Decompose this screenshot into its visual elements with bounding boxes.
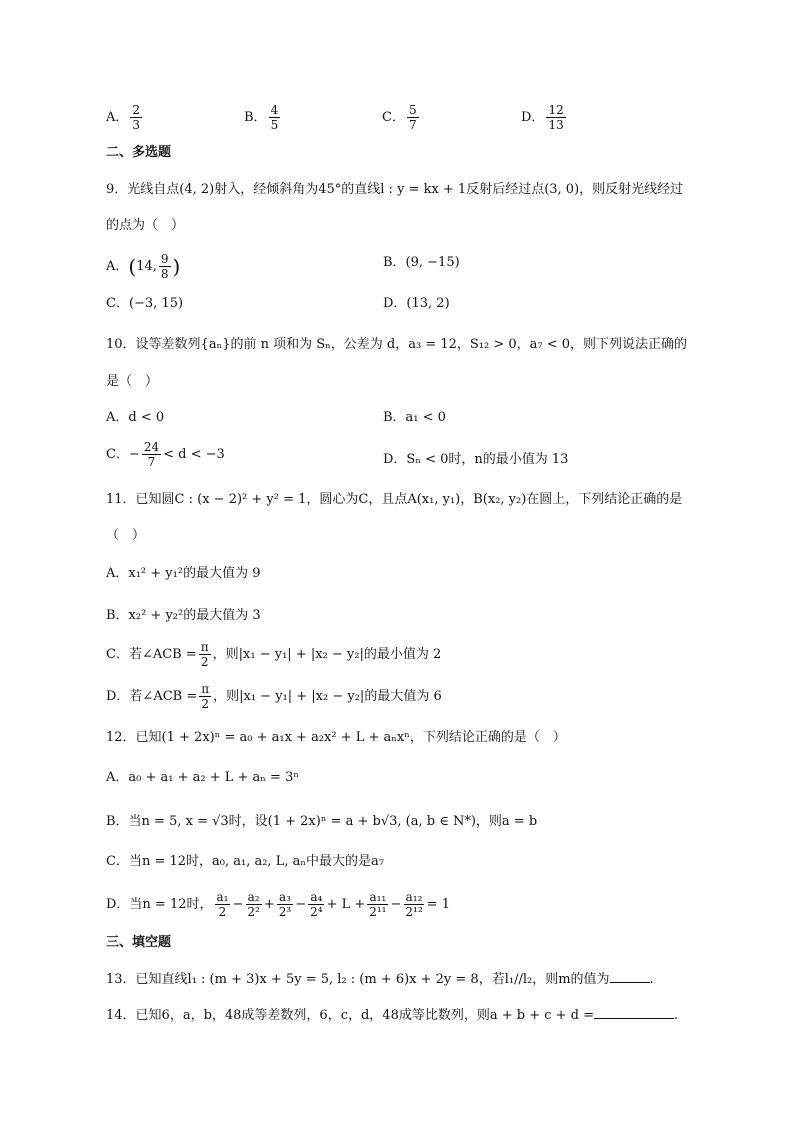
fraction — [407, 103, 419, 132]
numerator: 24 — [143, 440, 160, 454]
minus-sign: − — [128, 447, 140, 462]
denominator: 2 — [218, 905, 227, 919]
fraction — [142, 440, 161, 469]
fraction — [269, 103, 281, 132]
fraction — [199, 640, 211, 669]
q11-stem-line2: （ ） — [106, 528, 146, 543]
fraction — [403, 890, 424, 919]
numerator: a₃ — [278, 890, 291, 904]
denominator: 7 — [147, 455, 156, 469]
denominator: 2 — [200, 655, 209, 669]
numerator: 9 — [160, 252, 169, 266]
numerator: 12 — [548, 103, 564, 117]
option-letter: D． — [521, 110, 545, 125]
fraction — [130, 103, 142, 132]
option-lead: D．当n = 12时， — [106, 897, 213, 912]
denominator: 2² — [247, 905, 260, 919]
q12-option-d — [106, 890, 450, 919]
fraction — [367, 890, 388, 919]
q8-option-c — [382, 103, 421, 132]
close-paren: ) — [172, 254, 181, 279]
fraction — [308, 890, 324, 919]
numerator: 5 — [408, 103, 417, 117]
numerator: π — [201, 682, 210, 696]
option-lead: D．若∠ACB = — [106, 689, 198, 704]
numerator: a₁₂ — [405, 890, 423, 904]
q8-option-a — [106, 103, 144, 132]
section-heading-multiple-choice: 二、多选题 — [106, 145, 172, 160]
ellipsis-operator: + L + — [326, 897, 366, 912]
coordinate-x: 14, — [136, 259, 157, 274]
option-letter: C． — [382, 110, 405, 125]
fraction — [277, 890, 293, 919]
equals-one: = 1 — [426, 897, 450, 912]
numerator: 2 — [132, 103, 141, 117]
fraction — [159, 252, 171, 281]
q13-stem — [106, 970, 654, 990]
q9-option-c: C．(−3, 15) — [106, 296, 184, 311]
numerator: a₂ — [247, 890, 260, 904]
operator: + — [263, 897, 275, 912]
operator: − — [295, 897, 307, 912]
q14-stem — [106, 1006, 678, 1026]
numerator: 4 — [270, 103, 279, 117]
inequality-tail: < d < −3 — [163, 447, 225, 462]
q11-option-d — [106, 682, 442, 711]
q10-option-d: D．Sₙ < 0时，n的最小值为 13 — [383, 452, 569, 467]
answer-blank[interactable] — [610, 970, 650, 983]
operator: − — [232, 897, 244, 912]
q9-stem-line2: 的点为（ ） — [106, 218, 185, 233]
denominator: 2⁴ — [310, 905, 323, 919]
numerator: a₁ — [216, 890, 229, 904]
denominator: 2 — [201, 697, 209, 711]
q12-option-b: B．当n = 5, x = √3时，设(1 + 2x)ⁿ = a + b√3, (a, b ∈ N*)，则a = b — [106, 814, 538, 829]
option-letter: C． — [106, 447, 129, 462]
denominator: 3 — [132, 118, 141, 132]
option-lead: C．若∠ACB = — [106, 647, 197, 662]
denominator: 5 — [270, 118, 279, 132]
fraction — [546, 103, 565, 132]
q13-text: 13．已知直线l₁ : (m + 3)x + 5y = 5, l₂ : (m + 6)x + 2y = 8，若l₁//l₂，则m的值为 — [106, 972, 610, 987]
q12-option-a: A．a₀ + a₁ + a₂ + L + aₙ = 3ⁿ — [106, 770, 299, 785]
q9-option-a — [106, 252, 180, 281]
q8-option-b — [244, 103, 282, 132]
q8-option-d — [521, 103, 568, 132]
denominator: 2³ — [278, 905, 292, 919]
q11-option-a: A．x₁² + y₁²的最大值为 9 — [106, 566, 261, 581]
q10-option-c — [106, 440, 225, 469]
fraction — [199, 682, 211, 711]
q14-text: 14．已知6，a，b，48成等差数列，6，c，d，48成等比数列，则a + b + c + d = — [106, 1008, 595, 1023]
q11-option-b: B．x₂² + y₂²的最大值为 3 — [106, 608, 261, 623]
q12-option-c: C．当n = 12时，a₀, a₁, a₂, L, aₙ中最大的是a₇ — [106, 854, 384, 869]
option-tail: ，则|x₁ − y₁| + |x₂ − y₂|的最小值为 2 — [212, 647, 442, 662]
option-letter: A． — [106, 259, 129, 274]
q9-option-b: B．(9, −15) — [383, 255, 460, 270]
denominator: 2¹¹ — [369, 905, 387, 919]
q10-option-b: B．a₁ < 0 — [383, 410, 446, 425]
operator: − — [390, 897, 402, 912]
answer-blank[interactable] — [594, 1006, 674, 1019]
q9-option-d: D．(13, 2) — [383, 296, 450, 311]
q10-stem-line1: 10．设等差数列{aₙ}的前 n 项和为 Sₙ，公差为 d，a₃ = 12，S₁₂ > 0，a₇ < 0，则下列说法正确的 — [106, 337, 688, 352]
denominator: 13 — [548, 118, 564, 132]
option-letter: A． — [106, 110, 129, 125]
fraction — [245, 890, 261, 919]
option-letter: B． — [244, 110, 267, 125]
q12-stem: 12．已知(1 + 2x)ⁿ = a₀ + a₁x + a₂x² + L + aₙxⁿ，下列结论正确的是（ ） — [106, 730, 566, 745]
numerator: π — [200, 640, 209, 654]
q10-option-a: A．d < 0 — [106, 410, 165, 425]
denominator: 7 — [408, 118, 417, 132]
section-heading-fill-in: 三、填空题 — [106, 935, 172, 950]
fraction — [215, 890, 231, 919]
numerator: a₄ — [310, 890, 323, 904]
q9-stem-line1: 9．光线自点(4, 2)射入，经倾斜角为45°的直线l : y = kx + 1反射后经过点(3, 0)，则反射光线经过 — [106, 182, 684, 197]
q11-stem-line1: 11．已知圆C : (x − 2)² + y² = 1，圆心为C，且点A(x₁, y₁)，B(x₂, y₂)在圆上，下列结论正确的是 — [106, 492, 683, 507]
option-tail: ，则|x₁ − y₁| + |x₂ − y₂|的最大值为 6 — [213, 689, 442, 704]
period: . — [674, 1008, 679, 1023]
q11-option-c — [106, 640, 441, 669]
numerator: a₁₁ — [369, 890, 387, 904]
q10-stem-line2: 是（ ） — [106, 374, 159, 389]
denominator: 2¹² — [405, 905, 423, 919]
open-paren: ( — [128, 254, 137, 279]
period: . — [649, 972, 654, 987]
denominator: 8 — [160, 267, 169, 281]
